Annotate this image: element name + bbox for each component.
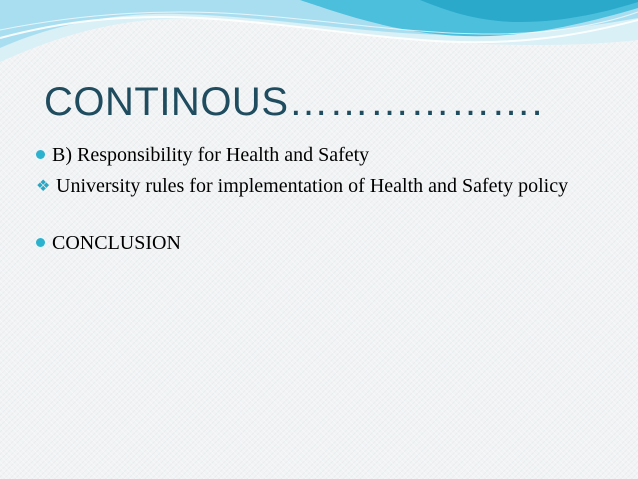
bullet-item [36,229,602,257]
sub-bullet-item [36,172,602,201]
bullet-dot-icon [36,150,45,159]
header-wave-decoration [0,0,638,80]
bullet-item [36,141,602,169]
bullet-text: CONCLUSION [52,232,181,254]
bullet-dot-icon [36,238,45,247]
slide-title: CONTINOUS………………. [44,80,544,124]
slide-content [36,141,602,257]
bullet-text: B) Responsibility for Health and Safety [52,144,370,166]
bullet-text: University rules for implementation of Health and Safety policy [56,175,569,197]
diamond-bullet-icon: ❖ [36,178,51,195]
